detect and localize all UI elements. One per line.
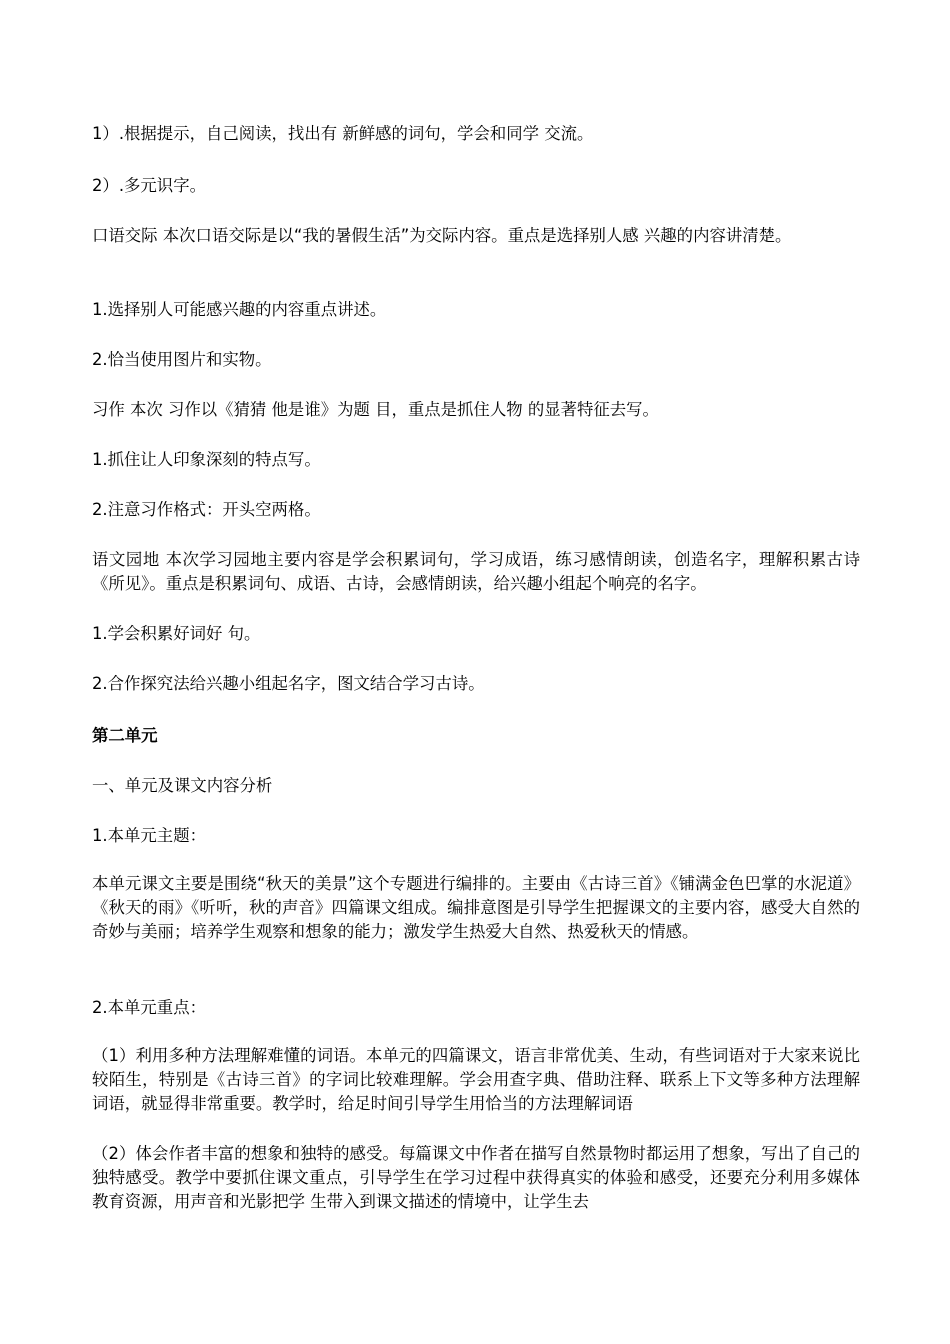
paragraph-unit-analysis: 一、单元及课文内容分析 (92, 776, 273, 795)
paragraph-focus-1: （1）利用多种方法理解难懂的词语。本单元的四篇课文，语言非常优美、生动，有些词语对于大家来说比较陌生，特别是《古诗三首》的字词比较难理解。学会用查字典、借助注释、联系上下文等多种方法理解词语，就显得非常重要。教学时，给足时间引导学生用恰当的方法理解词语 (92, 1046, 860, 1113)
paragraph-oral-point-1: 1.选择别人可能感兴趣的内容重点讲述。 (92, 300, 387, 319)
section-heading-unit-2: 第二单元 (92, 726, 158, 745)
paragraph-language-garden: 语文园地 本次学习园地主要内容是学会积累词句，学习成语，练习感情朗读，创造名字，理解积累古诗《所见》。重点是积累词句、成语、古诗，会感情朗读，给兴趣小组起个响亮的名字。 (92, 550, 860, 593)
paragraph-unit-theme-body: 本单元课文主要是围绕“秋天的美景”这个专题进行编排的。主要由《古诗三首》《铺满金色巴掌的水泥道》《秋天的雨》《听听，秋的声音》四篇课文组成。编排意图是引导学生把握课文的主要内容，感受大自然的奇妙与美丽；培养学生观察和想象的能力；激发学生热爱大自然、热爱秋天的情感。 (92, 874, 860, 941)
paragraph-focus-2: （2）体会作者丰富的想象和独特的感受。每篇课文中作者在描写自然景物时都运用了想象，写出了自己的独特感受。教学中要抓住课文重点，引导学生在学习过程中获得真实的体验和感受，还要充分利用多媒体教育资源，用声音和光影把学 生带入到课文描述的情境中，让学生去 (92, 1144, 860, 1211)
paragraph-writing: 习作 本次 习作以《猜猜 他是谁》为题 目，重点是抓住人物 的显著特征去写。 (92, 400, 659, 419)
paragraph-literacy: 2）.多元识字。 (92, 176, 206, 195)
paragraph-oral-point-2: 2.恰当使用图片和实物。 (92, 350, 272, 369)
paragraph-writing-point-1: 1.抓住让人印象深刻的特点写。 (92, 450, 321, 469)
paragraph-unit-focus-label: 2.本单元重点： (92, 998, 206, 1017)
paragraph-garden-point-2: 2.合作探究法给兴趣小组起名字，图文结合学习古诗。 (92, 674, 485, 693)
paragraph-unit-theme-label: 1.本单元主题： (92, 826, 206, 845)
paragraph-oral-communication: 口语交际 本次口语交际是以“我的暑假生活”为交际内容。重点是选择别人感 兴趣的内容讲清楚。 (92, 226, 792, 245)
paragraph-writing-point-2: 2.注意习作格式：开头空两格。 (92, 500, 321, 519)
paragraph-garden-point-1: 1.学会积累好词好 句。 (92, 624, 261, 643)
paragraph-reading-tips: 1）.根据提示，自己阅读，找出有 新鲜感的词句，学会和同学 交流。 (92, 124, 594, 143)
